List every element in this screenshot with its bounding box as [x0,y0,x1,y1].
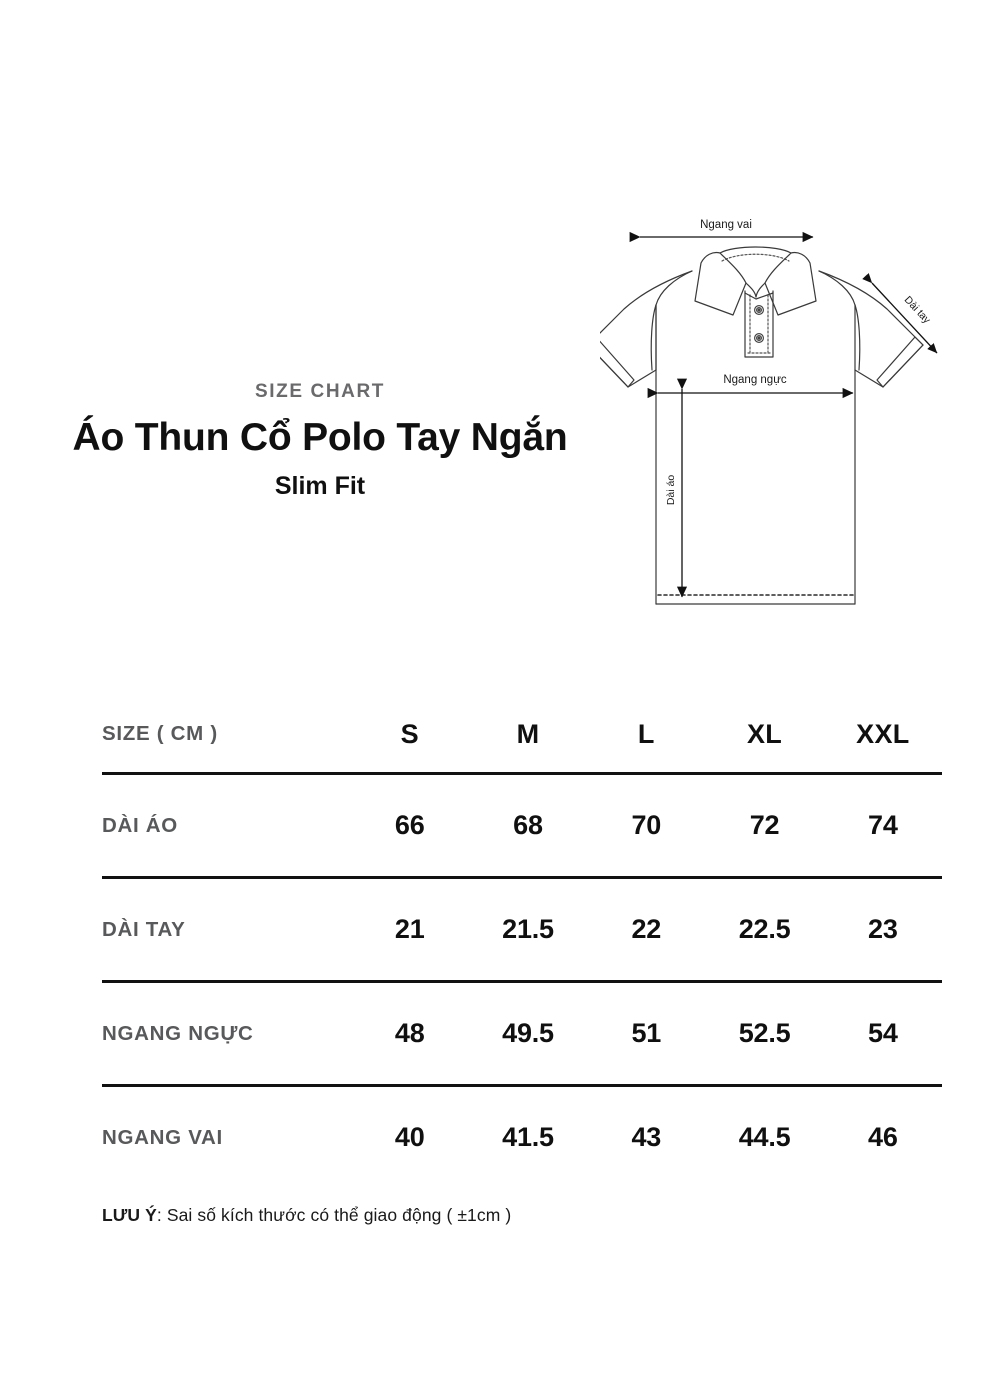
label-ngang-vai: Ngang vai [700,219,752,231]
table-row [102,774,942,878]
label-dai-ao: Dài áo [665,474,677,506]
label-ngang-nguc: Ngang ngực [723,374,787,386]
label-dai-tay: Dài tay [901,293,933,326]
size-chart-table [102,700,942,1188]
page-subtitle: Slim Fit [274,472,366,500]
cell-ngang-vai-s: 40 [394,1122,425,1152]
footnote-text: : Sai số kích thước có thể giao động ( ±1cm ) [156,1205,512,1225]
cell-ngang-vai-xl: 44.5 [738,1122,791,1152]
footnote [102,1205,511,1226]
cell-dai-tay-m: 21.5 [469,878,587,982]
header-size-xl: XL [705,700,823,774]
cell-dai-ao-l: 70 [587,774,705,878]
table-row [102,982,942,1086]
table-header-row [102,700,942,774]
cell-dai-tay-s: 21 [351,878,469,982]
cell-ngang-vai-xxl: 46 [868,1122,898,1152]
header-size-xxl: XXL [824,700,942,774]
polo-shirt-diagram [600,205,990,635]
cell-ngang-nguc-xxl: 54 [824,982,942,1086]
header-size-s: S [351,700,469,774]
header-size-l: L [587,700,705,774]
cell-ngang-nguc-m: 49.5 [469,982,587,1086]
cell-ngang-nguc-xl: 52.5 [705,982,823,1086]
title-block [0,380,640,502]
page-title: Áo Thun Cổ Polo Tay Ngắn [72,416,568,459]
row-label-ngang-nguc: NGANG NGỰC [102,982,351,1086]
header-size-m: M [469,700,587,774]
cell-dai-ao-xxl: 74 [824,774,942,878]
cell-ngang-nguc-s: 48 [351,982,469,1086]
footnote-prefix: LƯU Ý [102,1205,157,1225]
cell-dai-ao-m: 68 [469,774,587,878]
cell-dai-tay-xxl: 23 [824,878,942,982]
cell-ngang-vai-m: 41.5 [502,1122,554,1152]
row-label-ngang-vai: NGANG VAI [102,1125,223,1149]
cell-dai-tay-xl: 22.5 [705,878,823,982]
header-size-cm: SIZE ( CM ) [102,700,351,774]
table-row [102,878,942,982]
cell-dai-tay-l: 22 [587,878,705,982]
cell-dai-ao-xl: 72 [705,774,823,878]
cell-dai-ao-s: 66 [351,774,469,878]
cell-ngang-nguc-l: 51 [587,982,705,1086]
cell-ngang-vai-l: 43 [631,1122,662,1152]
row-label-dai-tay: DÀI TAY [102,878,351,982]
eyebrow-label: SIZE CHART [255,381,385,402]
row-label-dai-ao: DÀI ÁO [102,774,351,878]
table-row [102,1086,942,1189]
